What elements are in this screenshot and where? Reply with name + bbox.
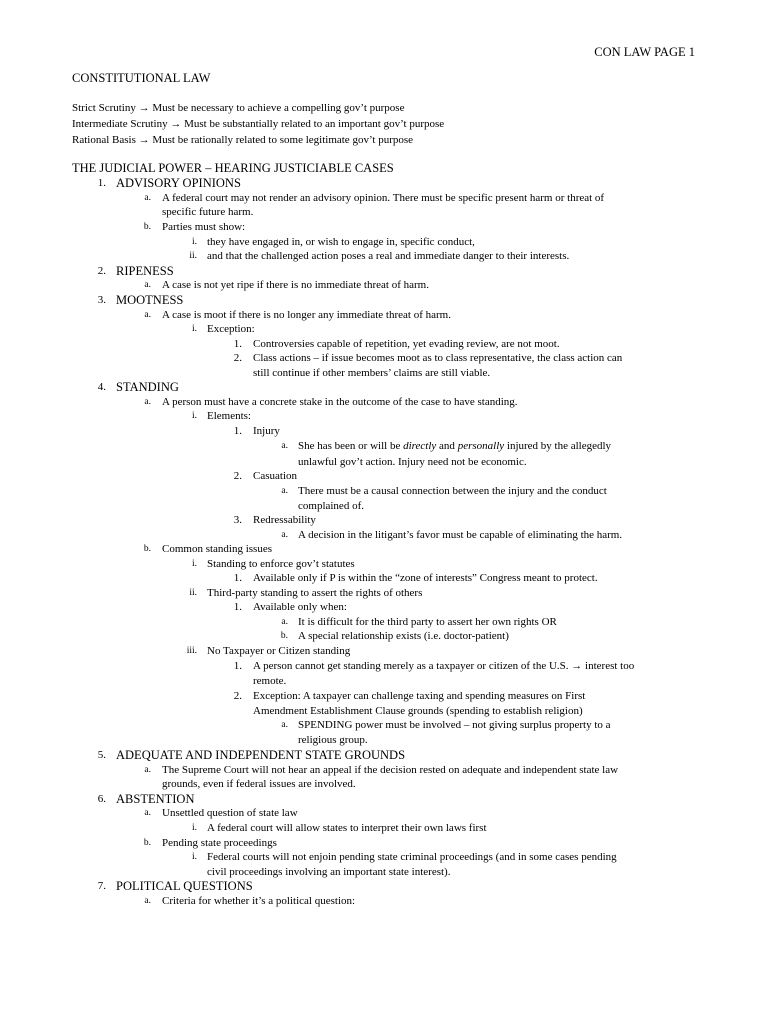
outline-text: Amendment Establishment Clause grounds (spending to establish religion)	[253, 705, 583, 717]
outline-bullet: 1.	[233, 572, 242, 584]
outline-text: they have engaged in, or wish to engage in, specific conduct,	[207, 236, 475, 248]
outline-text: Pending state proceedings	[162, 837, 277, 849]
outline-text: No Taxpayer or Citizen standing	[207, 645, 351, 657]
outline-bullet: 5.	[97, 749, 106, 761]
outline-bullet: 6.	[97, 793, 106, 805]
outline-text: Elements:	[207, 410, 251, 422]
outline-text: complained of.	[298, 500, 364, 512]
outline-text: It is difficult for the third party to assert her own rights OR	[298, 616, 557, 628]
outline-text: Class actions – if issue becomes moot as to class representative, the class action can	[253, 352, 623, 364]
scrutiny-line-intermediate: Intermediate Scrutiny → Must be substantially related to an important gov’t purpose	[72, 118, 445, 130]
outline-bullet: 1.	[233, 338, 242, 350]
outline-text: religious group.	[298, 734, 368, 746]
outline-heading: RIPENESS	[116, 264, 174, 278]
outline-text: A federal court will allow states to interpret their own laws first	[207, 822, 487, 834]
outline-bullet: a.	[144, 193, 151, 203]
outline-bullet: 3.	[97, 294, 106, 306]
outline-text: A special relationship exists (i.e. doctor-patient)	[298, 630, 509, 642]
outline-bullet: 4.	[97, 381, 106, 393]
outline-bullet: 1.	[233, 601, 242, 613]
outline-text: There must be a causal connection between the injury and the conduct	[298, 485, 607, 497]
section-heading: THE JUDICIAL POWER – HEARING JUSTICIABLE CASES	[72, 161, 394, 175]
outline-heading: STANDING	[116, 380, 179, 394]
outline-bullet: a.	[281, 441, 288, 451]
document-title: CONSTITUTIONAL LAW	[72, 71, 211, 85]
scrutiny-line-strict: Strict Scrutiny → Must be necessary to achieve a compelling gov’t purpose	[72, 102, 405, 114]
outline-bullet: a.	[144, 765, 151, 775]
outline-text: Unsettled question of state law	[162, 807, 298, 819]
outline-heading: POLITICAL QUESTIONS	[116, 879, 253, 893]
outline-heading: MOOTNESS	[116, 293, 184, 307]
outline-text: A federal court may not render an advisory opinion. There must be specific present harm or threat of	[162, 192, 605, 204]
outline-text: Criteria for whether it’s a political question:	[162, 895, 356, 907]
outline-text: Available only if P is within the “zone of interests” Congress meant to protect.	[253, 572, 598, 584]
outline-bullet: 3.	[233, 514, 242, 526]
outline-text: unlawful gov’t action. Injury need not be economic.	[298, 456, 527, 468]
outline-heading: ABSTENTION	[116, 792, 195, 806]
outline-text: A case is not yet ripe if there is no immediate threat of harm.	[162, 279, 429, 291]
outline-bullet: b.	[143, 544, 151, 554]
outline-text: A case is moot if there is no longer any immediate threat of harm.	[162, 309, 451, 321]
outline-bullet: a.	[281, 486, 288, 496]
outline-bullet: i.	[191, 823, 197, 833]
outline-bullet: 1.	[233, 425, 242, 437]
outline-bullet: b.	[280, 631, 288, 641]
scrutiny-line-rational: Rational Basis → Must be rationally related to some legitimate gov’t purpose	[72, 134, 414, 146]
outline-bullet: 2.	[233, 690, 242, 702]
outline-text: Standing to enforce gov’t statutes	[207, 558, 355, 570]
outline-bullet: a.	[281, 530, 288, 540]
outline-text: grounds, even if federal issues are involved.	[162, 778, 356, 790]
outline-text: A decision in the litigant’s favor must be capable of eliminating the harm.	[298, 529, 623, 541]
outline-text: Parties must show:	[162, 221, 246, 233]
outline-heading: ADEQUATE AND INDEPENDENT STATE GROUNDS	[116, 748, 406, 762]
outline-bullet: 7.	[97, 880, 106, 892]
outline-text: Third-party standing to assert the rights of others	[207, 587, 423, 599]
outline-text: Redressability	[253, 514, 316, 526]
outline-text: Federal courts will not enjoin pending state criminal proceedings (and in some cases pending	[207, 851, 617, 863]
outline-bullet: 2.	[97, 265, 106, 277]
outline-bullet: i.	[191, 852, 197, 862]
outline-bullet: 2.	[233, 352, 242, 364]
outline-bullet: a.	[144, 280, 151, 290]
outline-bullet: 2.	[233, 470, 242, 482]
outline-bullet: a.	[144, 397, 151, 407]
outline-bullet: ii.	[189, 588, 197, 598]
outline-text: SPENDING power must be involved – not giving surplus property to a	[298, 719, 611, 731]
outline-bullet: a.	[281, 720, 288, 730]
outline-bullet: i.	[191, 237, 197, 247]
outline-text: A person cannot get standing merely as a taxpayer or citizen of the U.S. → interest too	[253, 660, 635, 672]
outline-text: Exception: A taxpayer can challenge taxing and spending measures on First	[253, 690, 586, 702]
outline-text: civil proceedings involving an important state interest).	[207, 866, 451, 878]
outline-bullet: iii.	[186, 646, 197, 656]
page-header: CON LAW PAGE 1	[594, 45, 695, 59]
outline-text: and that the challenged action poses a real and immediate danger to their interests.	[207, 250, 570, 262]
outline-bullet: a.	[144, 808, 151, 818]
outline-bullet: a.	[144, 896, 151, 906]
outline-bullet: ii.	[189, 251, 197, 261]
outline-text: She has been or will be directly and personally injured by the allegedly	[298, 440, 612, 452]
outline-text: The Supreme Court will not hear an appeal if the decision rested on adequate and independent state law	[162, 764, 619, 776]
outline-bullet: a.	[144, 310, 151, 320]
outline-bullet: 1.	[97, 177, 106, 189]
outline-text: Injury	[253, 425, 280, 437]
outline-bullet: 1.	[233, 660, 242, 672]
outline-text: still continue if other members’ claims are still viable.	[253, 367, 491, 379]
outline-text: Common standing issues	[162, 543, 273, 555]
outline-text: remote.	[253, 675, 287, 687]
outline-text: Casuation	[253, 470, 297, 482]
outline-text: specific future harm.	[162, 206, 254, 218]
outline-bullet: b.	[143, 838, 151, 848]
outline-heading: ADVISORY OPINIONS	[116, 176, 241, 190]
outline-text: Available only when:	[253, 601, 347, 613]
outline-bullet: b.	[143, 222, 151, 232]
outline-bullet: a.	[281, 617, 288, 627]
outline-text: Exception:	[207, 323, 255, 335]
outline-bullet: i.	[191, 324, 197, 334]
outline-text: Controversies capable of repetition, yet evading review, are not moot.	[253, 338, 560, 350]
outline-text: A person must have a concrete stake in the outcome of the case to have standing.	[162, 396, 518, 408]
outline-bullet: i.	[191, 559, 197, 569]
outline-bullet: i.	[191, 411, 197, 421]
